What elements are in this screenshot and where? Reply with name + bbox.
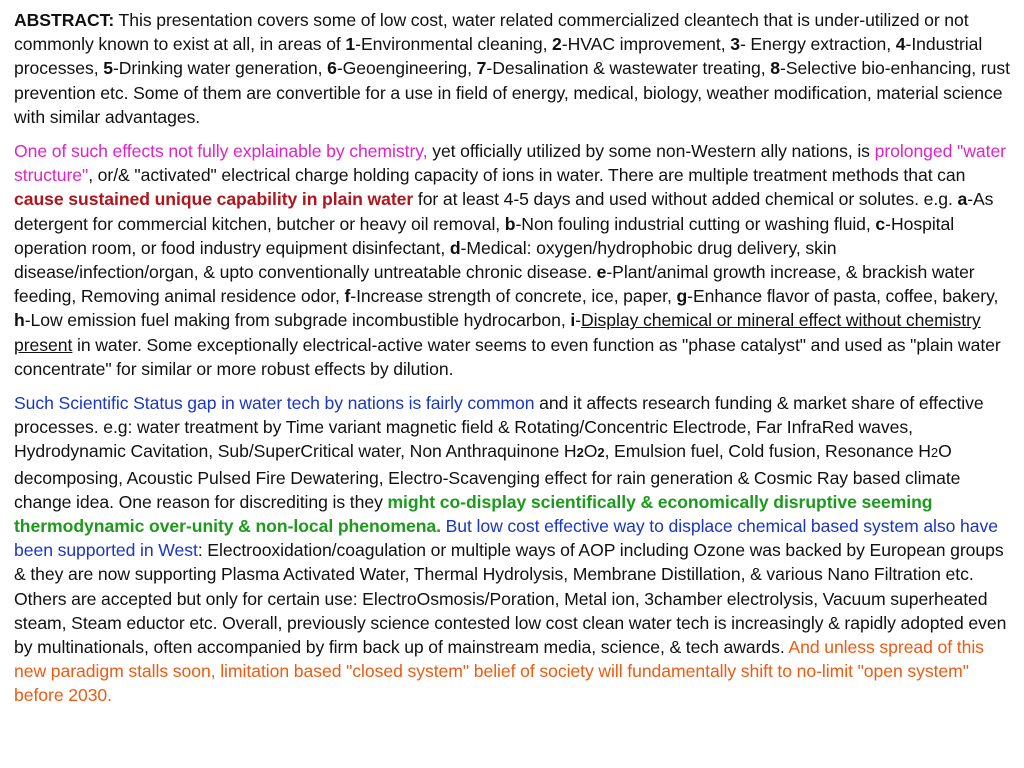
west-support-highlight: But low cost effective way to displace chemical based system also have been supported in West	[14, 516, 998, 561]
underlined-effect-text: Display chemical or mineral effect without chemistry present	[14, 310, 981, 355]
status-gap-paragraph: Such Scientific Status gap in water tech by nations is fairly common and it affects research funding & market share of effective processes. e.g: water treatment by Time variant magnetic field & Rotating/Concentric Electrode, Far InfraRed waves, Hydrodynamic Cavitation, Sub/SuperCritical water, Non Anthraquinone H2O2, Emulsion fuel, Cold fusion, Resonance H2O decomposing, Acoustic Pulsed Fire Dewatering, Electro-Scavenging effect for rain generation & Cosmic Ray based climate change idea. One reason for discrediting is they might co-display scientifically & economically disruptive seeming thermodynamic over-unity & non-local phenomena. But low cost effective way to displace chemical based system also have been supported in West: Electrooxidation/coagulation or multiple ways of AOP including Ozone was backed by European groups & they are now supporting Plasma Activated Water, Thermal Hydrolysis, Membrane Distillation, & various Nano Filtration etc. Others are accepted but only for certain use: ElectroOsmosis/Poration, Metal ion, 3chamber electrolysis, Vacuum superheated steam, Steam eductor etc. Overall, previously science contested low cost clean water tech is increasingly & rapidly adopted even by multinationals, often accompanied by firm back up of mainstream media, science, & tech awards. And unless spread of this new paradigm stalls soon, limitation based "closed system" belief of society will fundamentally shift to no-limit "open system" before 2030.	[14, 393, 1007, 706]
disruptive-phenomena-highlight: might co-display scientifically & economically disruptive seeming thermodynamic over-unity & non-local phenomena.	[14, 491, 933, 537]
abstract-paragraph: ABSTRACT: This presentation covers some of low cost, water related commercialized cleantech that is under-utilized or not commonly known to exist at all, in areas of 1-Environmental cleaning, 2-HVAC improvement, 3- Energy extraction, 4-Industrial processes, 5-Drinking water generation, 6-Geoengineering, 7-Desalination & wastewater treating, 8-Selective bio-enhancing, rust prevention etc. Some of them are convertible for a use in field of energy, medical, biology, weather modification, material science with similar advantages.	[14, 10, 1010, 127]
status-gap-intro-highlight: Such Scientific Status gap in water tech by nations is fairly common	[14, 393, 535, 414]
abstract-label: ABSTRACT:	[14, 10, 115, 30]
effects-paragraph: One of such effects not fully explainable by chemistry, yet officially utilized by some non-Western ally nations, is prolonged "water structure", or/& "activated" electrical charge holding capacity of ions in water. There are multiple treatment methods that can cause sustained unique capability in plain water for at least 4-5 days and used without added chemical or solutes. e.g. a-As detergent for commercial kitchen, butcher or heavy oil removal, b-Non fouling industrial cutting or washing fluid, c-Hospital operation room, or food industry equipment disinfectant, d-Medical: oxygen/hydrophobic drug delivery, skin disease/infection/organ, & upto conventionally untreatable chronic disease. e-Plant/animal growth increase, & brackish water feeding, Removing animal residence odor, f-Increase strength of concrete, ice, paper, g-Enhance flavor of pasta, coffee, bakery, h-Low emission fuel making from subgrade incombustible hydrocarbon, i-Display chemical or mineral effect without chemistry present in water. Some exceptionally electrical-active water seems to even function as "phase catalyst" and used as "plain water concentrate" for similar or more robust effects by dilution.	[14, 141, 1006, 379]
effects-intro-highlight: One of such effects not fully explainable by chemistry,	[14, 141, 428, 162]
water-structure-highlight: prolonged "water structure"	[14, 141, 1006, 186]
sustained-capability-highlight: cause sustained unique capability in plain water	[14, 189, 414, 210]
paradigm-shift-conclusion: And unless spread of this new paradigm stalls soon, limitation based "closed system" belief of society will fundamentally shift to no-limit "open system" before 2030.	[14, 637, 984, 706]
